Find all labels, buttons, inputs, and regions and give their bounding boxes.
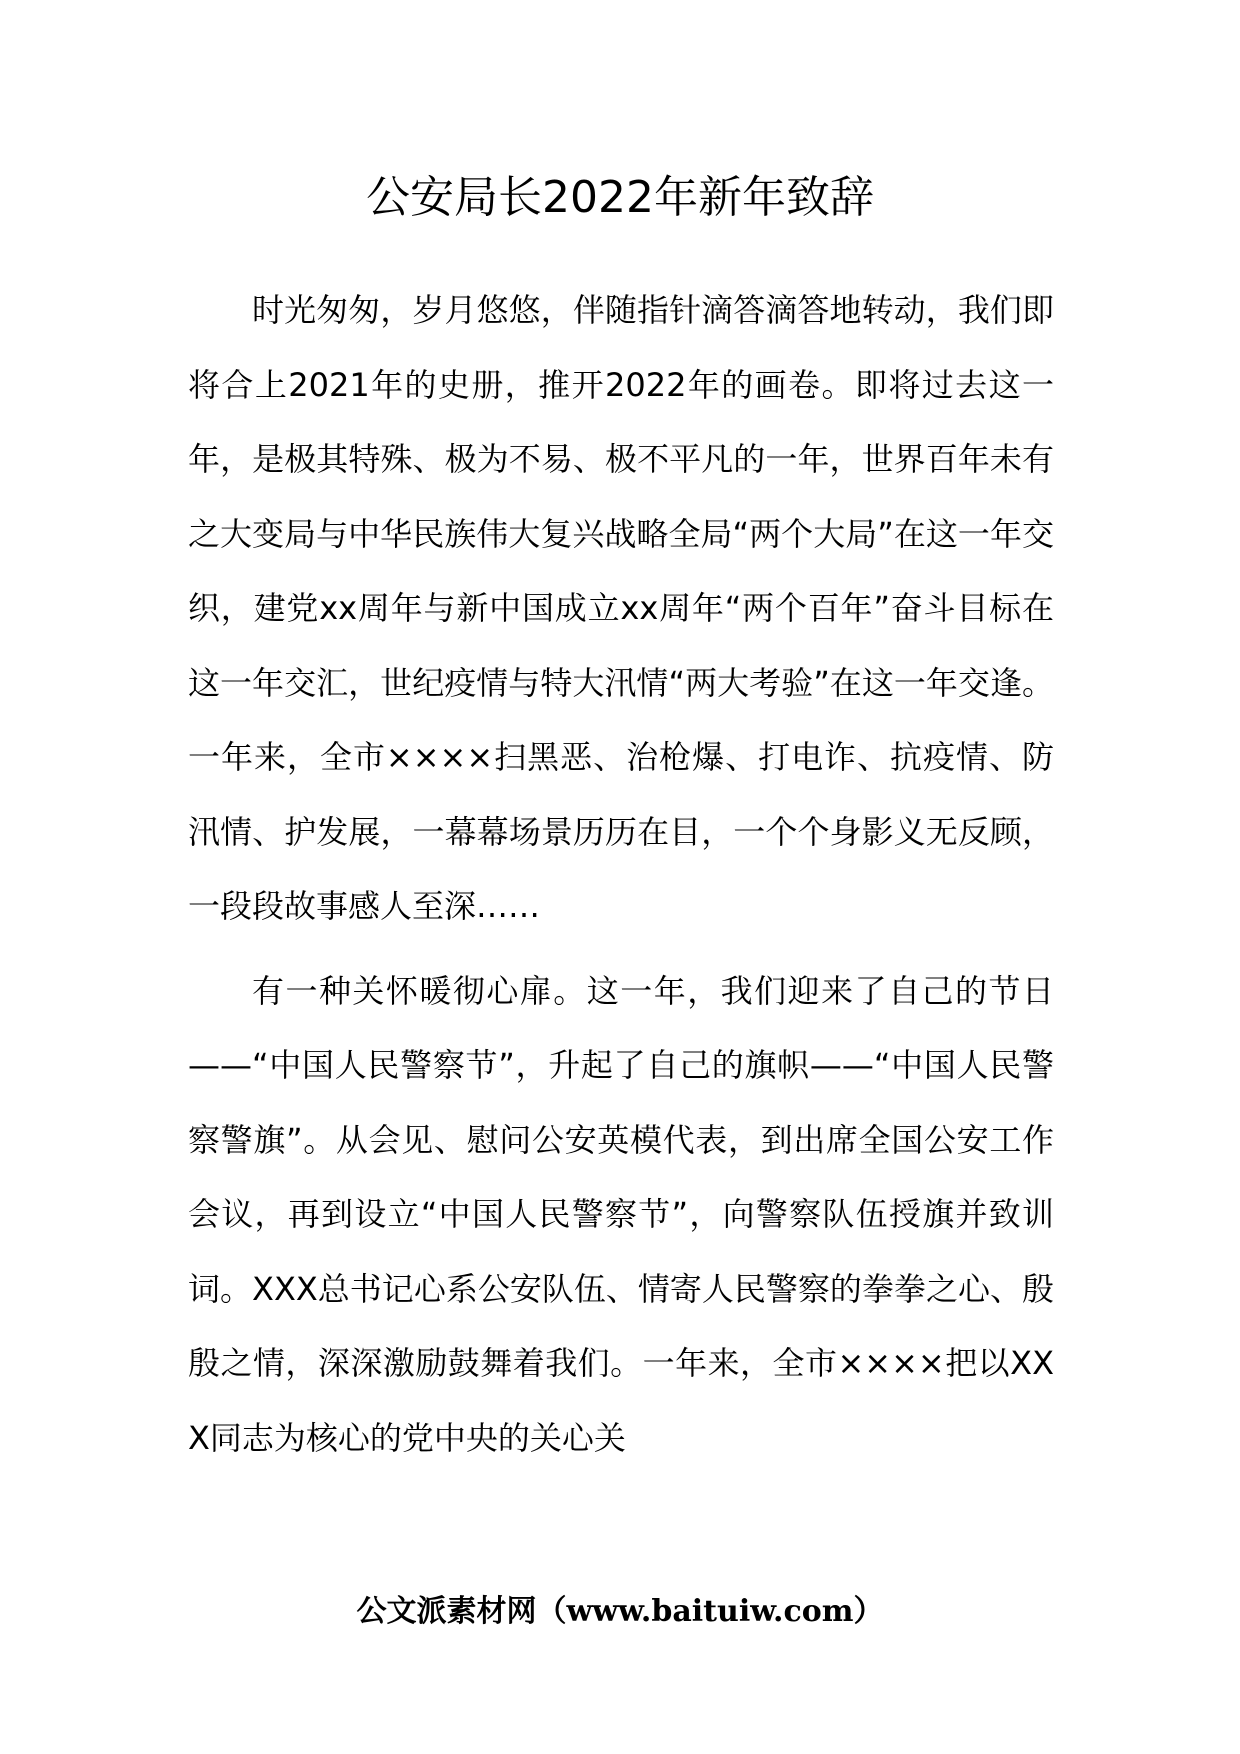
- paragraph-2: 有一种关怀暖彻心扉。这一年，我们迎来了自己的节日——“中国人民警察节”，升起了自己的旗帜——“中国人民警察警旗”。从会见、慰问公安英模代表，到出席全国公安工作会议，再到设立“中国人民警察节”，向警察队伍授旗并致训词。XXX总书记心系公安队伍、情寄人民警察的拳拳之心、殷殷之情，深深激励鼓舞着我们。一年来，全市××××把以XXX同志为核心的党中央的关心关: [188, 971, 1054, 1457]
- document-body: [188, 273, 1054, 1485]
- footer-source: 公文派素材网（www.baituiw.com）: [356, 1594, 884, 1629]
- document-title: 公安局长2022年新年致辞: [366, 172, 874, 223]
- paragraph-1: 时光匆匆，岁月悠悠，伴随指针滴答滴答地转动，我们即将合上2021年的史册，推开2022年的画卷。即将过去这一年，是极其特殊、极为不易、极不平凡的一年，世界百年未有之大变局与中华民族伟大复兴战略全局“两个大局”在这一年交织，建党xx周年与新中国成立xx周年“两个百年”奋斗目标在这一年交汇，世纪疫情与特大汛情“两大考验”在这一年交逢。一年来，全市××××扫黑恶、治枪爆、打电诈、抗疫情、防汛情、护发展，一幕幕场景历历在目，一个个身影义无反顾，一段段故事感人至深……: [188, 291, 1054, 925]
